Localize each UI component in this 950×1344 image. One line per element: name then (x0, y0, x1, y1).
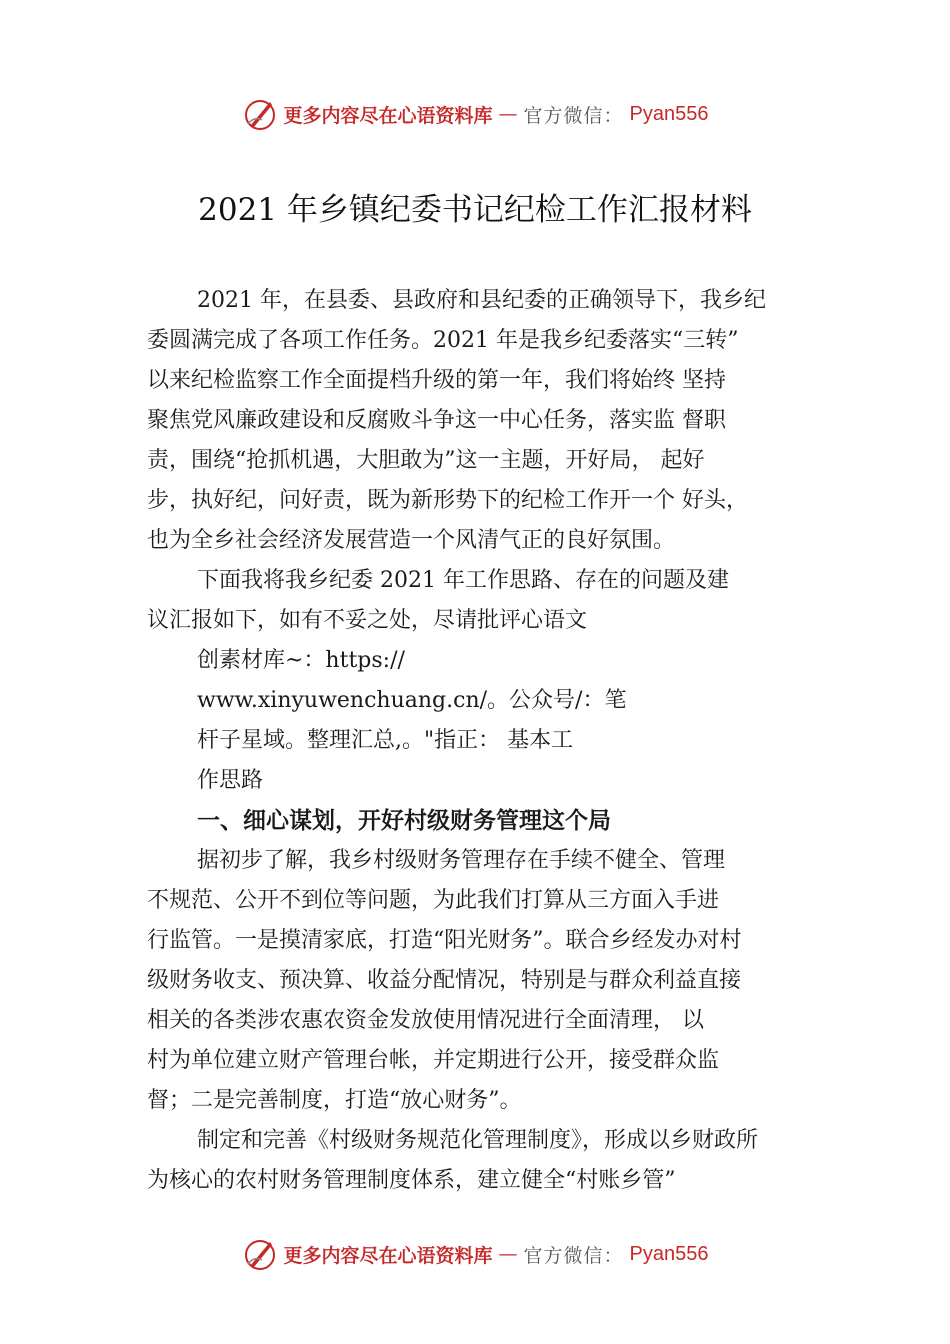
paragraph-line: 相关的各类涉农惠农资金发放使用情况进行全面清理， 以 (147, 1008, 704, 1033)
quill-logo-icon (242, 96, 278, 132)
section-heading: 一、细心谋划，开好村级财务管理这个局 (197, 808, 611, 834)
banner-wechat-id: Pyan556 (629, 1242, 709, 1265)
paragraph-line: 不规范、公开不到位等问题，为此我们打算从三方面入手进 (147, 888, 720, 913)
document-body (147, 281, 827, 1201)
paragraph-line: 村为单位建立财产管理台帐，并定期进行公开，接受群众监 (147, 1048, 720, 1073)
banner-wechat-label: 官方微信： (523, 104, 624, 127)
banner-dash: — (498, 103, 518, 125)
paragraph-line: 制定和完善《村级财务规范化管理制度》，形成以乡财政所 (197, 1128, 759, 1153)
paragraph-line: 据初步了解，我乡村级财务管理存在手续不健全、管理 (197, 848, 726, 873)
paragraph-line: 督；二是完善制度，打造“放心财务”。 (147, 1088, 522, 1113)
paragraph-line: 级财务收支、预决算、收益分配情况，特别是与群众利益直接 (147, 968, 742, 993)
paragraph-line: 步，执好纪，问好责，既为新形势下的纪检工作开一个 好头， (147, 488, 748, 513)
paragraph-line: 为核心的农村财务管理制度体系，建立健全“村账乡管” (147, 1168, 676, 1193)
paragraph-line: 杆子星域。整理汇总,。"指正： 基本工 (197, 728, 574, 753)
banner-wechat-id: Pyan556 (629, 102, 709, 125)
paragraph-line: 也为全乡社会经济发展营造一个风清气正的良好氛围。 (147, 528, 676, 553)
banner-site-text: 更多内容尽在心语资料库 (283, 1244, 493, 1267)
paragraph-line: 作思路 (197, 768, 264, 793)
quill-logo-icon (242, 1236, 278, 1272)
paragraph-line: 创素材库~：https:// (197, 648, 405, 673)
document-title: 2021 年乡镇纪委书记纪检工作汇报材料 (198, 192, 752, 228)
footer-banner (0, 1232, 950, 1276)
paragraph-line: 下面我将我乡纪委 2021 年工作思路、存在的问题及建 (197, 568, 729, 593)
paragraph-line: www.xinyuwenchuang.cn/。公众号/：笔 (197, 688, 627, 713)
banner-site-text: 更多内容尽在心语资料库 (283, 104, 493, 127)
banner-wechat-label: 官方微信： (523, 1244, 624, 1267)
paragraph-line: 以来纪检监察工作全面提档升级的第一年，我们将始终 坚持 (147, 368, 726, 393)
paragraph-line: 委圆满完成了各项工作任务。2021 年是我乡纪委落实“三转” (147, 328, 739, 353)
paragraph-line: 责，围绕“抢抓机遇，大胆敢为”这一主题，开好局， 起好 (147, 448, 705, 473)
paragraph-line: 聚焦党风廉政建设和反腐败斗争这一中心任务，落实监 督职 (147, 408, 726, 433)
paragraph-line: 行监管。一是摸清家底，打造“阳光财务”。联合乡经发办对村 (147, 928, 742, 953)
paragraph-line: 2021 年，在县委、县政府和县纪委的正确领导下，我乡纪 (197, 288, 766, 313)
header-banner (0, 92, 950, 136)
banner-dash: — (498, 1243, 518, 1265)
paragraph-line: 议汇报如下，如有不妥之处，尽请批评心语文 (147, 608, 588, 633)
